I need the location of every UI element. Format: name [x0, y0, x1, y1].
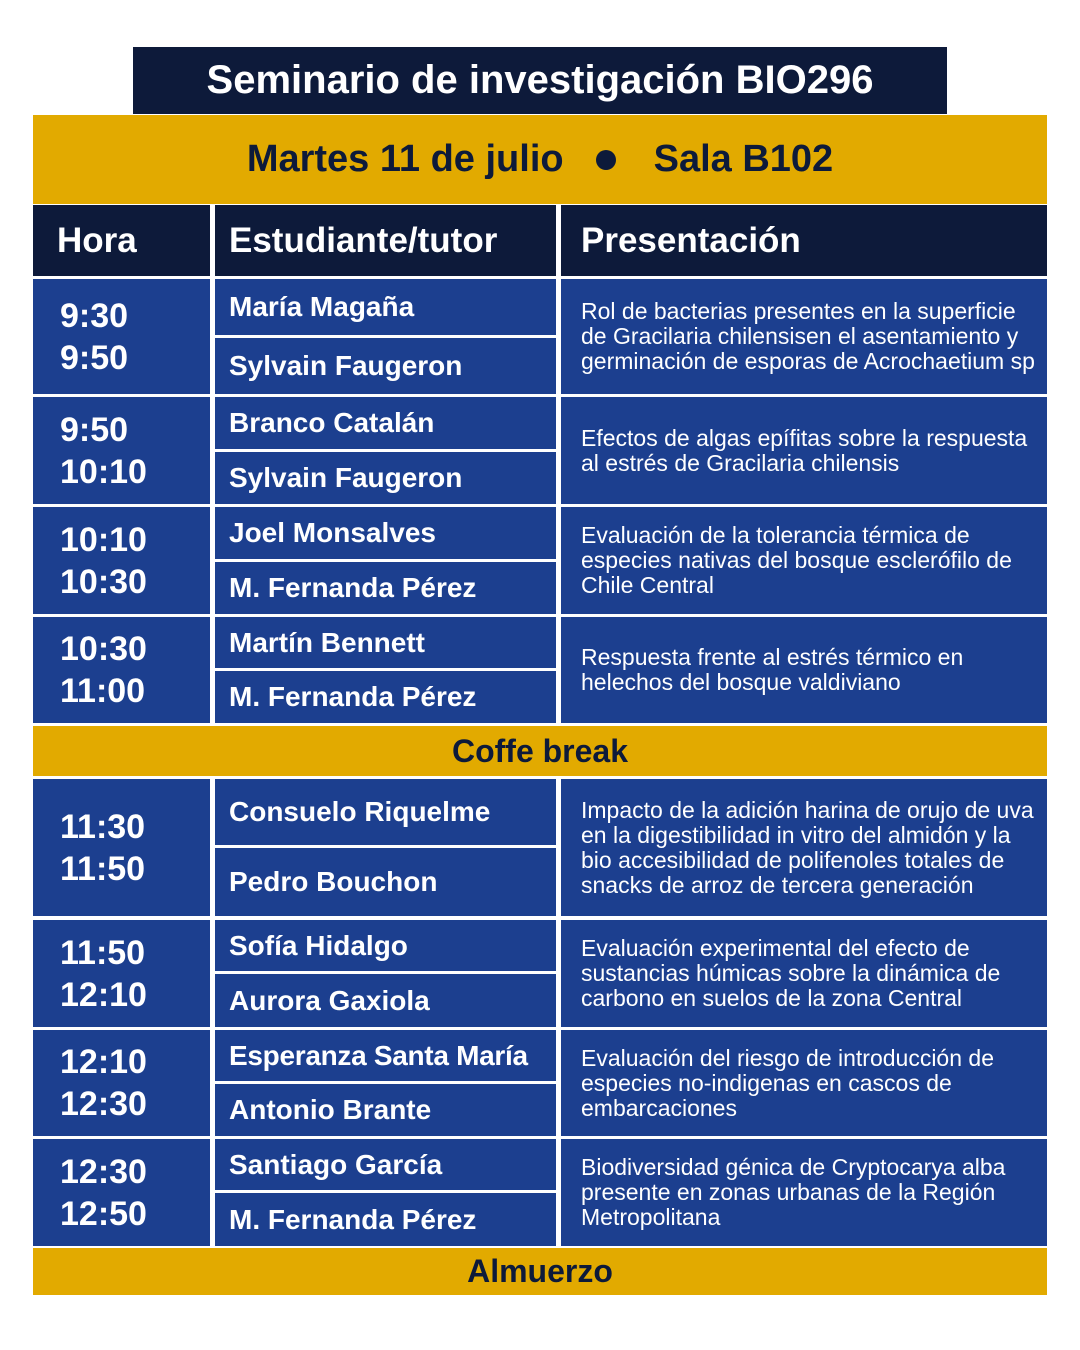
session-time: [33, 397, 210, 504]
separator-dot-icon: [596, 150, 616, 170]
end-time: 12:50: [60, 1194, 147, 1233]
start-time: 10:10: [60, 520, 147, 559]
header-people: Estudiante/tutor: [215, 205, 556, 276]
session-time: [33, 1030, 210, 1136]
end-time: 10:30: [60, 562, 147, 601]
talk-title: Biodiversidad génica de Cryptocarya alba presente en zonas urbanas de la Región Metropolitana: [561, 1139, 1047, 1246]
tutor-name: Antonio Brante: [215, 1084, 556, 1136]
student-name: Sofía Hidalgo: [215, 920, 556, 971]
tutor-name: Aurora Gaxiola: [215, 974, 556, 1027]
talk-title: Efectos de algas epífitas sobre la respuesta al estrés de Gracilaria chilensis: [561, 397, 1047, 504]
end-time: 9:50: [60, 338, 129, 377]
student-name: Consuelo Riquelme: [215, 779, 556, 845]
student-name: Esperanza Santa María: [215, 1030, 556, 1081]
coffee-break-band: Coffe break: [33, 726, 1047, 776]
header-time: Hora: [33, 205, 210, 276]
tutor-name: Pedro Bouchon: [215, 848, 556, 916]
student-name: Martín Bennett: [215, 617, 556, 668]
student-name: Branco Catalán: [215, 397, 556, 449]
talk-title: Evaluación de la tolerancia térmica de especies nativas del bosque esclerófilo de Chile Central: [561, 507, 1047, 614]
end-time: 12:10: [60, 975, 147, 1014]
start-time: 12:30: [60, 1152, 147, 1191]
student-name: Santiago García: [215, 1139, 556, 1190]
room-label: Sala B102: [653, 138, 834, 180]
end-time: 11:50: [60, 849, 146, 888]
session-time: [33, 779, 210, 916]
date-label: Martes 11 de julio: [246, 138, 564, 180]
lunch-band: Almuerzo: [33, 1248, 1047, 1295]
talk-title: Respuesta frente al estrés térmico en helechos del bosque valdiviano: [561, 617, 1047, 723]
start-time: 11:50: [60, 933, 146, 972]
date-room-bar: [33, 115, 1047, 204]
student-name: Joel Monsalves: [215, 507, 556, 559]
talk-title: Evaluación del riesgo de introducción de especies no-indigenas en cascos de embarcaciones: [561, 1030, 1047, 1136]
session-time: [33, 507, 210, 614]
talk-title: Rol de bacterias presentes en la superficie de Gracilaria chilensisen el asentamiento y germinación de esporas de Acrochaetium sp: [561, 279, 1047, 394]
tutor-name: M. Fernanda Pérez: [215, 562, 556, 614]
end-time: 11:00: [60, 672, 146, 710]
session-time: [33, 279, 210, 394]
tutor-name: M. Fernanda Pérez: [215, 1193, 556, 1246]
student-name: María Magaña: [215, 279, 556, 335]
talk-title: Evaluación experimental del efecto de sustancias húmicas sobre la dinámica de carbono en suelos de la zona Central: [561, 920, 1047, 1027]
start-time: 10:30: [60, 630, 147, 668]
end-time: 10:10: [60, 452, 147, 491]
start-time: 9:30: [60, 296, 129, 335]
end-time: 12:30: [60, 1085, 147, 1123]
session-time: [33, 1139, 210, 1246]
session-time: [33, 920, 210, 1027]
tutor-name: Sylvain Faugeron: [215, 338, 556, 394]
session-time: [33, 617, 210, 723]
header-talk: Presentación: [561, 205, 1047, 276]
tutor-name: Sylvain Faugeron: [215, 452, 556, 504]
start-time: 12:10: [60, 1043, 147, 1081]
tutor-name: M. Fernanda Pérez: [215, 671, 556, 723]
start-time: 11:30: [60, 807, 146, 846]
talk-title: Impacto de la adición harina de orujo de uva en la digestibilidad in vitro del almidón y la bio accesibilidad de polifenoles totales de snacks de arroz de tercera generación: [561, 779, 1047, 916]
page-title: Seminario de investigación BIO296: [133, 47, 947, 114]
start-time: 9:50: [60, 410, 129, 449]
